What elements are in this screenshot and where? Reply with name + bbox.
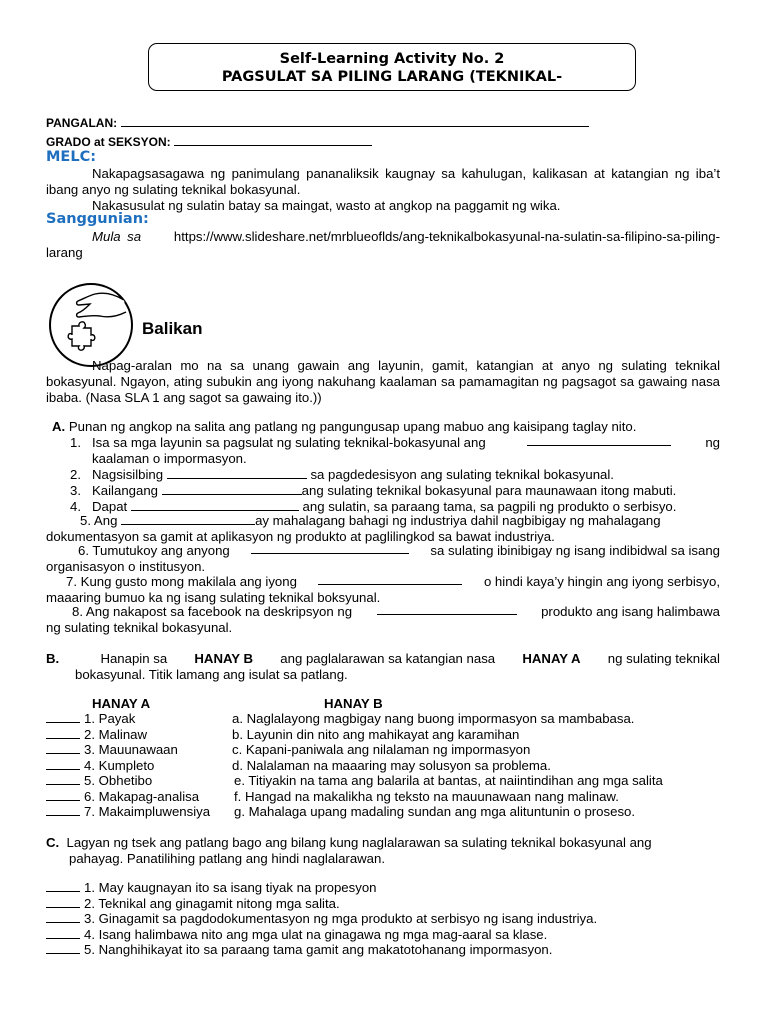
instruction-text: bokasyunal. Titik lamang ang isulat sa patlang. [75,667,348,682]
instruction-text: Hanapin sa [100,651,168,666]
checklist [46,880,597,958]
answer-blank[interactable] [121,514,255,525]
answer-blank[interactable] [251,543,409,554]
matching-row [46,742,663,758]
reference-prefix: Mula sa [92,229,142,244]
part-a-item-3 [70,483,676,498]
answer-blank[interactable] [318,574,462,585]
check-item-text: 3. Ginagamit sa pagdodokumentasyon ng mga produkto at serbisyo ng isang industriya. [84,911,598,926]
instruction-text: Lagyan ng tsek ang patlang bago ang bilang kung naglalarawan sa sulating teknikal bokasyunal ang [66,835,652,850]
hanay-b-item: b. Layunin din nito ang mahikayat ang karamihan [232,726,520,742]
item-text: ng [705,435,720,450]
grade-field[interactable] [46,134,372,149]
part-a-item-5 [46,513,720,545]
hanay-a-item: 3. Mauunawaan [84,742,178,757]
item-text: organisasyon o institusyon. [46,559,206,574]
answer-blank[interactable] [46,943,80,954]
balikan-intro: Napag-aralan mo na sa unang gawain ang layunin, gamit, katangian at anyo ng sulating teknikal bokasyunal. Ngayon, ating subukin ang iyong nakuhang kaalaman sa pamamagitan ng pagsagot sa gawaing nasa ibaba. (Nasa SLA 1 ang sagot sa gawaing ito.)) [46,358,720,405]
matching-row [46,804,663,820]
answer-blank[interactable] [46,712,80,723]
hanay-a-item: 2. Malinaw [84,726,148,742]
instruction-text: ng sulating teknikal [607,651,720,666]
item-number: 1. [70,435,81,450]
hanay-a-item: 7. Makaimpluwensiya [84,804,211,819]
check-item [46,927,597,943]
item-text: sa pagdedesisyon ang sulating teknikal bokasyunal. [310,467,614,482]
item-number: 3. [70,483,81,498]
item-text: maaaring bumuo ka ng isang sulating teknikal boksyunal. [46,590,381,605]
hanay-b-item: f. Hangad na makalikha ng teksto na mauunawaan nang malinaw. [234,788,619,804]
answer-blank[interactable] [46,759,80,770]
item-text: Dapat [92,499,128,514]
part-a-item-8 [46,604,720,636]
melc-paragraph-2: Nakasusulat ng sulatin batay sa maingat, wasto at angkop na paggamit ng wika. [92,198,561,213]
hanay-a-item: 5. Obhetibo [84,773,153,788]
item-text: Isa sa mga layunin sa pagsulat ng sulating teknikal-bokasyunal ang [92,435,486,450]
part-c-instruction [46,835,726,867]
check-item [46,942,597,958]
item-number: 4. [70,499,81,514]
balikan-heading: Balikan [142,319,203,338]
title-box [148,43,636,91]
hanay-b-item: c. Kapani-paniwala ang nilalaman ng impormasyon [232,742,531,757]
check-item [46,880,597,896]
melc-heading: MELC: [46,149,97,165]
part-a-item-1 [46,435,720,467]
item-text: produkto ang isang halimbawa [541,604,720,619]
answer-blank[interactable] [46,790,80,801]
check-item-text: 4. Isang halimbawa nito ang mga ulat na ginagawa ng mga mag-aaral sa klase. [84,926,548,942]
instruction-text: ang paglalarawan sa katangian nasa [280,651,496,666]
hanay-b-item: a. Naglalayong magbigay nang buong impormasyon sa mambabasa. [232,711,635,726]
answer-blank[interactable] [46,728,80,739]
check-item-text: 1. May kaugnayan ito sa isang tiyak na propesyon [84,880,377,895]
reference-url[interactable]: https://www.slideshare.net/mrblueoflds/ang-teknikalbokasyunal-na-sulatin-sa-filipino-sa-piling-larang [46,229,720,260]
name-field[interactable] [46,115,589,130]
item-text: ang sulatin, sa paraang tama, sa pagpili ng produkto o serbisyo. [302,499,677,514]
item-text: ng sulating teknikal bokasyunal. [46,620,233,635]
matching-row [46,711,663,727]
matching-row [46,789,663,805]
hand-puzzle-icon [48,282,134,368]
hanay-b-keyword: HANAY B [194,651,254,666]
part-b-letter: B. [46,651,60,666]
matching-row [46,773,663,789]
item-number: 2. [70,467,81,482]
hanay-a-item: 6. Makapag-analisa [84,788,200,804]
check-item [46,911,597,927]
matching-row [46,727,663,743]
answer-blank[interactable] [131,500,299,511]
check-item-text: 2. Teknikal ang ginagamit nitong mga salita. [84,895,340,911]
part-a-text: Punan ng angkop na salita ang patlang ng pangungusap upang mabuo ang kaisipang taglay nito. [68,419,637,434]
part-a-letter: A. [52,419,66,434]
answer-blank[interactable] [46,743,80,754]
melc-paragraph-1: Nakapagsasagawa ng panimulang pananaliksik kaugnay sa kahulugan, kalikasan at katangian ng iba’t ibang anyo ng sulating teknikal bokasyunal. [46,166,720,197]
answer-blank[interactable] [527,435,671,446]
item-text: ay mahalagang bahagi ng industriya dahil nagbibigay ng mahalagang [255,513,661,528]
part-a-instruction [52,419,636,434]
check-item-text: 5. Nanghihikayat ito sa paraang tama gamit ang makatotohanang impormasyon. [84,942,553,957]
hanay-a-keyword: HANAY A [522,651,581,666]
subject-title: PAGSULAT SA PILING LARANG (TEKNIKAL- [221,69,563,85]
name-line[interactable] [121,116,589,127]
part-a-item-7 [46,574,720,606]
item-text: ang sulating teknikal bokasyunal para maunawaan itong mabuti. [301,483,677,498]
answer-blank[interactable] [46,774,80,785]
hanay-a-item: 1. Payak [84,711,136,726]
hanay-b-header: HANAY B [324,696,383,711]
part-a-item-6 [46,543,720,575]
matching-list [46,711,663,820]
answer-blank[interactable] [162,484,302,495]
part-a-item-2 [70,467,614,482]
answer-blank[interactable] [46,897,80,908]
hanay-b-item: d. Nalalaman na maaaring may solusyon sa problema. [232,757,551,773]
part-c-letter: C. [46,835,60,850]
answer-blank[interactable] [46,805,80,816]
hanay-a-header: HANAY A [92,696,151,711]
hanay-b-item: g. Mahalaga upang madaling sundan ang mga alituntunin o proseso. [234,804,636,819]
check-item [46,896,597,912]
activity-title: Self-Learning Activity No. 2 [279,51,505,67]
hanay-b-item: e. Titiyakin na tama ang balarila at bantas, at naiintindihan ang mga salita [234,773,663,788]
answer-blank[interactable] [46,912,80,923]
name-label: PANGALAN: [46,116,118,130]
grade-label: GRADO at SEKSYON: [46,135,171,149]
instruction-text: pahayag. Panatilihing patlang ang hindi naglalarawan. [69,851,386,866]
item-text: 7. Kung gusto mong makilala ang iyong [66,574,297,589]
item-text: sa sulating ibinibigay ng isang indibidwal sa isang [430,543,720,558]
item-text: Kailangang [92,483,158,498]
answer-blank[interactable] [46,881,80,892]
sanggunian-heading: Sanggunian: [46,211,149,227]
grade-line[interactable] [174,135,372,146]
item-text: 5. Ang [80,513,118,528]
item-text: o hindi kaya’y hingin ang iyong serbisyo, [483,574,720,589]
part-a-item-4 [70,499,676,514]
matching-row [46,758,663,774]
item-text: kaalaman o impormasyon. [92,451,247,466]
sanggunian-reference [46,229,720,261]
item-text: 8. Ang nakapost sa facebook na deskripsyon ng [72,604,353,619]
item-text: dokumentasyon sa gamit at aplikasyon ng produkto at paglilingkod sa bawat industriya. [46,529,555,544]
item-text: 6. Tumutukoy ang anyong [78,543,230,558]
answer-blank[interactable] [167,468,307,479]
answer-blank[interactable] [46,928,80,939]
answer-blank[interactable] [377,604,517,615]
part-b-instruction [46,651,720,683]
hanay-a-item: 4. Kumpleto [84,757,155,773]
item-text: Nagsisilbing [92,467,164,482]
